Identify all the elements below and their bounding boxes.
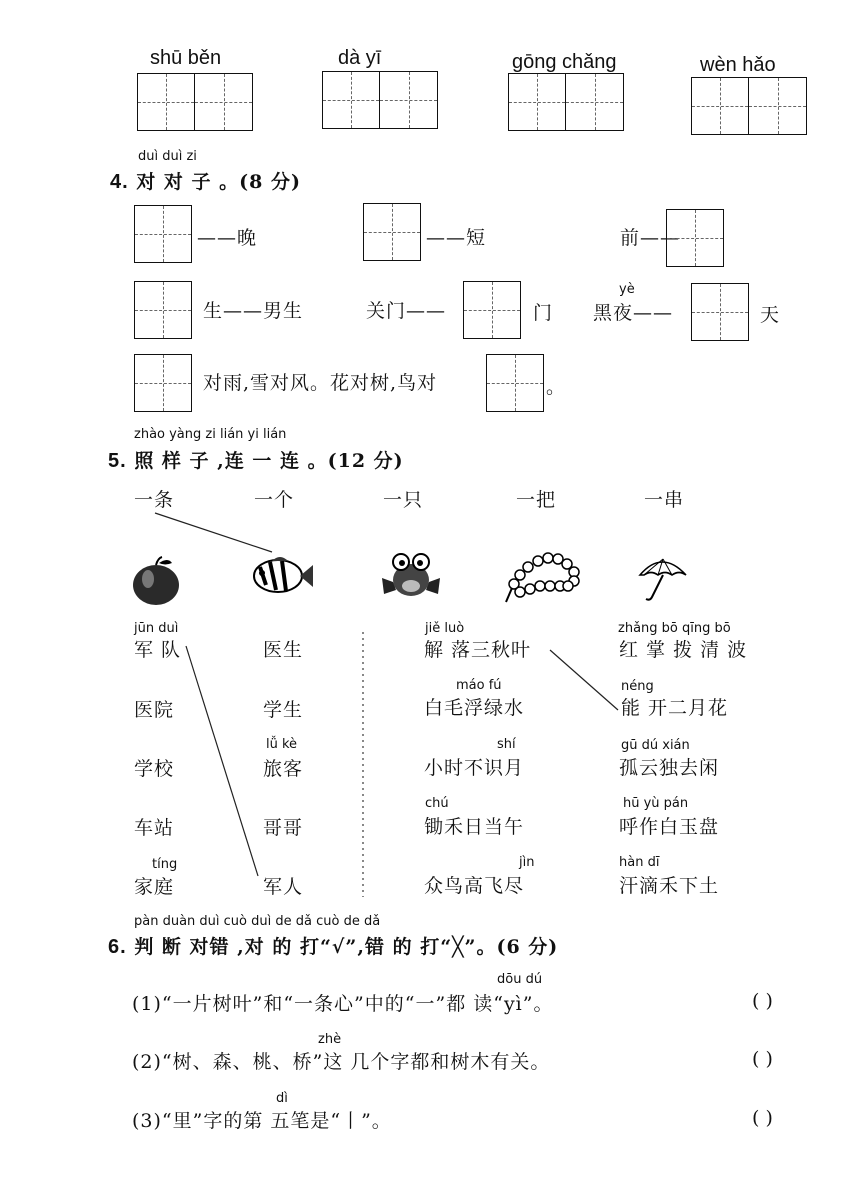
right-col1-line-4[interactable]: 锄禾日当午 [424,816,525,838]
q5-number: 5. [108,450,127,472]
right-col1-pinyin-1: jiě luò [425,621,465,636]
q6-title-text: 判 断 对错 ,对 的 打“√”,错 的 打“╳”。(6 分) [134,936,559,958]
q4-r3-end: 。 [546,376,567,398]
q6-item2-pinyin: zhè [318,1032,342,1047]
q5-title-pinyin: zhào yàng zi lián yi lián [134,427,287,442]
q4-r2-a: 生——男生 [203,300,304,322]
word-pinyin-3: gōng chǎng [512,51,617,73]
left-col2-word-5[interactable]: 军人 [263,876,304,898]
left-col2-word-1[interactable]: 医生 [263,639,304,661]
right-col1-line-5[interactable]: 众鸟高飞尽 [424,875,525,897]
q6-item-1: (1)“一片树叶”和“一条心”中的“一”都 读“yì”。 [132,993,554,1015]
left-col1-word-2[interactable]: 医院 [134,699,175,721]
left-col1-pinyin-5: tíng [152,857,178,872]
right-col2-line-3[interactable]: 孤云独去闲 [619,757,720,779]
q4-r1-b: ——短 [426,227,487,249]
q6-item1-pinyin: dōu dú [497,972,543,987]
left-col1-word-3[interactable]: 学校 [134,758,175,780]
right-col2-pinyin-3: gū dú xián [621,738,690,753]
left-col2-word-4[interactable]: 哥哥 [263,817,304,839]
word-pinyin-2: dà yī [338,47,382,69]
measure-word-3[interactable]: 一只 [383,489,424,511]
q4-r1-a: ——晚 [197,227,258,249]
right-col1-line-1[interactable]: 解 落三秋叶 [424,639,532,661]
q4-r3-a: 对雨,雪对风。花对树,鸟对 [203,372,438,394]
measure-word-2[interactable]: 一个 [254,489,295,511]
right-col2-line-4[interactable]: 呼作白玉盘 [619,816,720,838]
q6-answer-1[interactable]: ( ) [752,990,773,1012]
q4-r2-d-pinyin: yè [619,282,635,297]
q5-title-text: 照 样 子 ,连 一 连 。(12 分) [134,450,404,472]
left-col2-word-2[interactable]: 学生 [263,699,304,721]
q4-r2-c: 门 [533,302,554,324]
q4-r2-e: 天 [760,304,781,326]
q6-item-2: (2)“树、森、桃、桥”这 几个字都和树木有关。 [132,1051,551,1073]
right-col1-pinyin-4: chú [425,796,449,811]
q6-number: 6. [108,936,127,958]
left-col1-word-1[interactable]: 军 队 [134,639,182,661]
right-col2-pinyin-5: hàn dī [619,855,660,870]
right-col1-line-3[interactable]: 小时不识月 [424,757,525,779]
left-col2-pinyin-3: lǚ kè [266,737,298,752]
right-col2-pinyin-2: néng [621,679,654,694]
measure-word-4[interactable]: 一把 [516,489,557,511]
measure-word-1[interactable]: 一条 [134,489,175,511]
q4-title-text: 对 对 子 。(8 分) [136,171,301,193]
q6-answer-2[interactable]: ( ) [752,1048,773,1070]
q4-r2-d: 黑夜—— [593,302,674,324]
q4-title-pinyin: duì duì zi [138,149,197,164]
right-col2-pinyin-1: zhǎng bō qīng bō [618,621,731,636]
q4-r2-b: 关门—— [366,300,447,322]
right-col1-pinyin-2: máo fú [456,678,502,693]
q6-item-3: (3)“里”字的第 五笔是“丨”。 [132,1110,392,1132]
right-col1-pinyin-3: shí [497,737,516,752]
q6-title [108,937,558,957]
right-col1-line-2[interactable]: 白毛浮绿水 [424,697,525,719]
left-col1-pinyin-1: jūn duì [134,621,179,636]
q6-item3-pinyin: dì [276,1091,288,1106]
right-col2-line-2[interactable]: 能 开二月花 [621,697,729,719]
q6-answer-3[interactable]: ( ) [752,1107,773,1129]
right-col2-line-5[interactable]: 汗滴禾下土 [619,875,720,897]
q4-number: 4. [110,171,129,193]
word-pinyin-1: shū běn [150,47,222,69]
left-col1-word-5[interactable]: 家庭 [134,876,175,898]
q4-r1-c: 前—— [620,227,681,249]
q6-title-pinyin: pàn duàn duì cuò duì de dǎ cuò de dǎ [134,914,381,929]
right-col2-pinyin-4: hū yù pán [623,796,689,811]
word-pinyin-4: wèn hǎo [700,54,776,76]
left-col1-word-4[interactable]: 车站 [134,817,175,839]
measure-word-5[interactable]: 一串 [644,489,685,511]
right-col2-line-1[interactable]: 红 掌 拨 清 波 [619,639,748,661]
left-col2-word-3[interactable]: 旅客 [263,758,304,780]
right-col1-pinyin-5: jìn [519,855,535,870]
